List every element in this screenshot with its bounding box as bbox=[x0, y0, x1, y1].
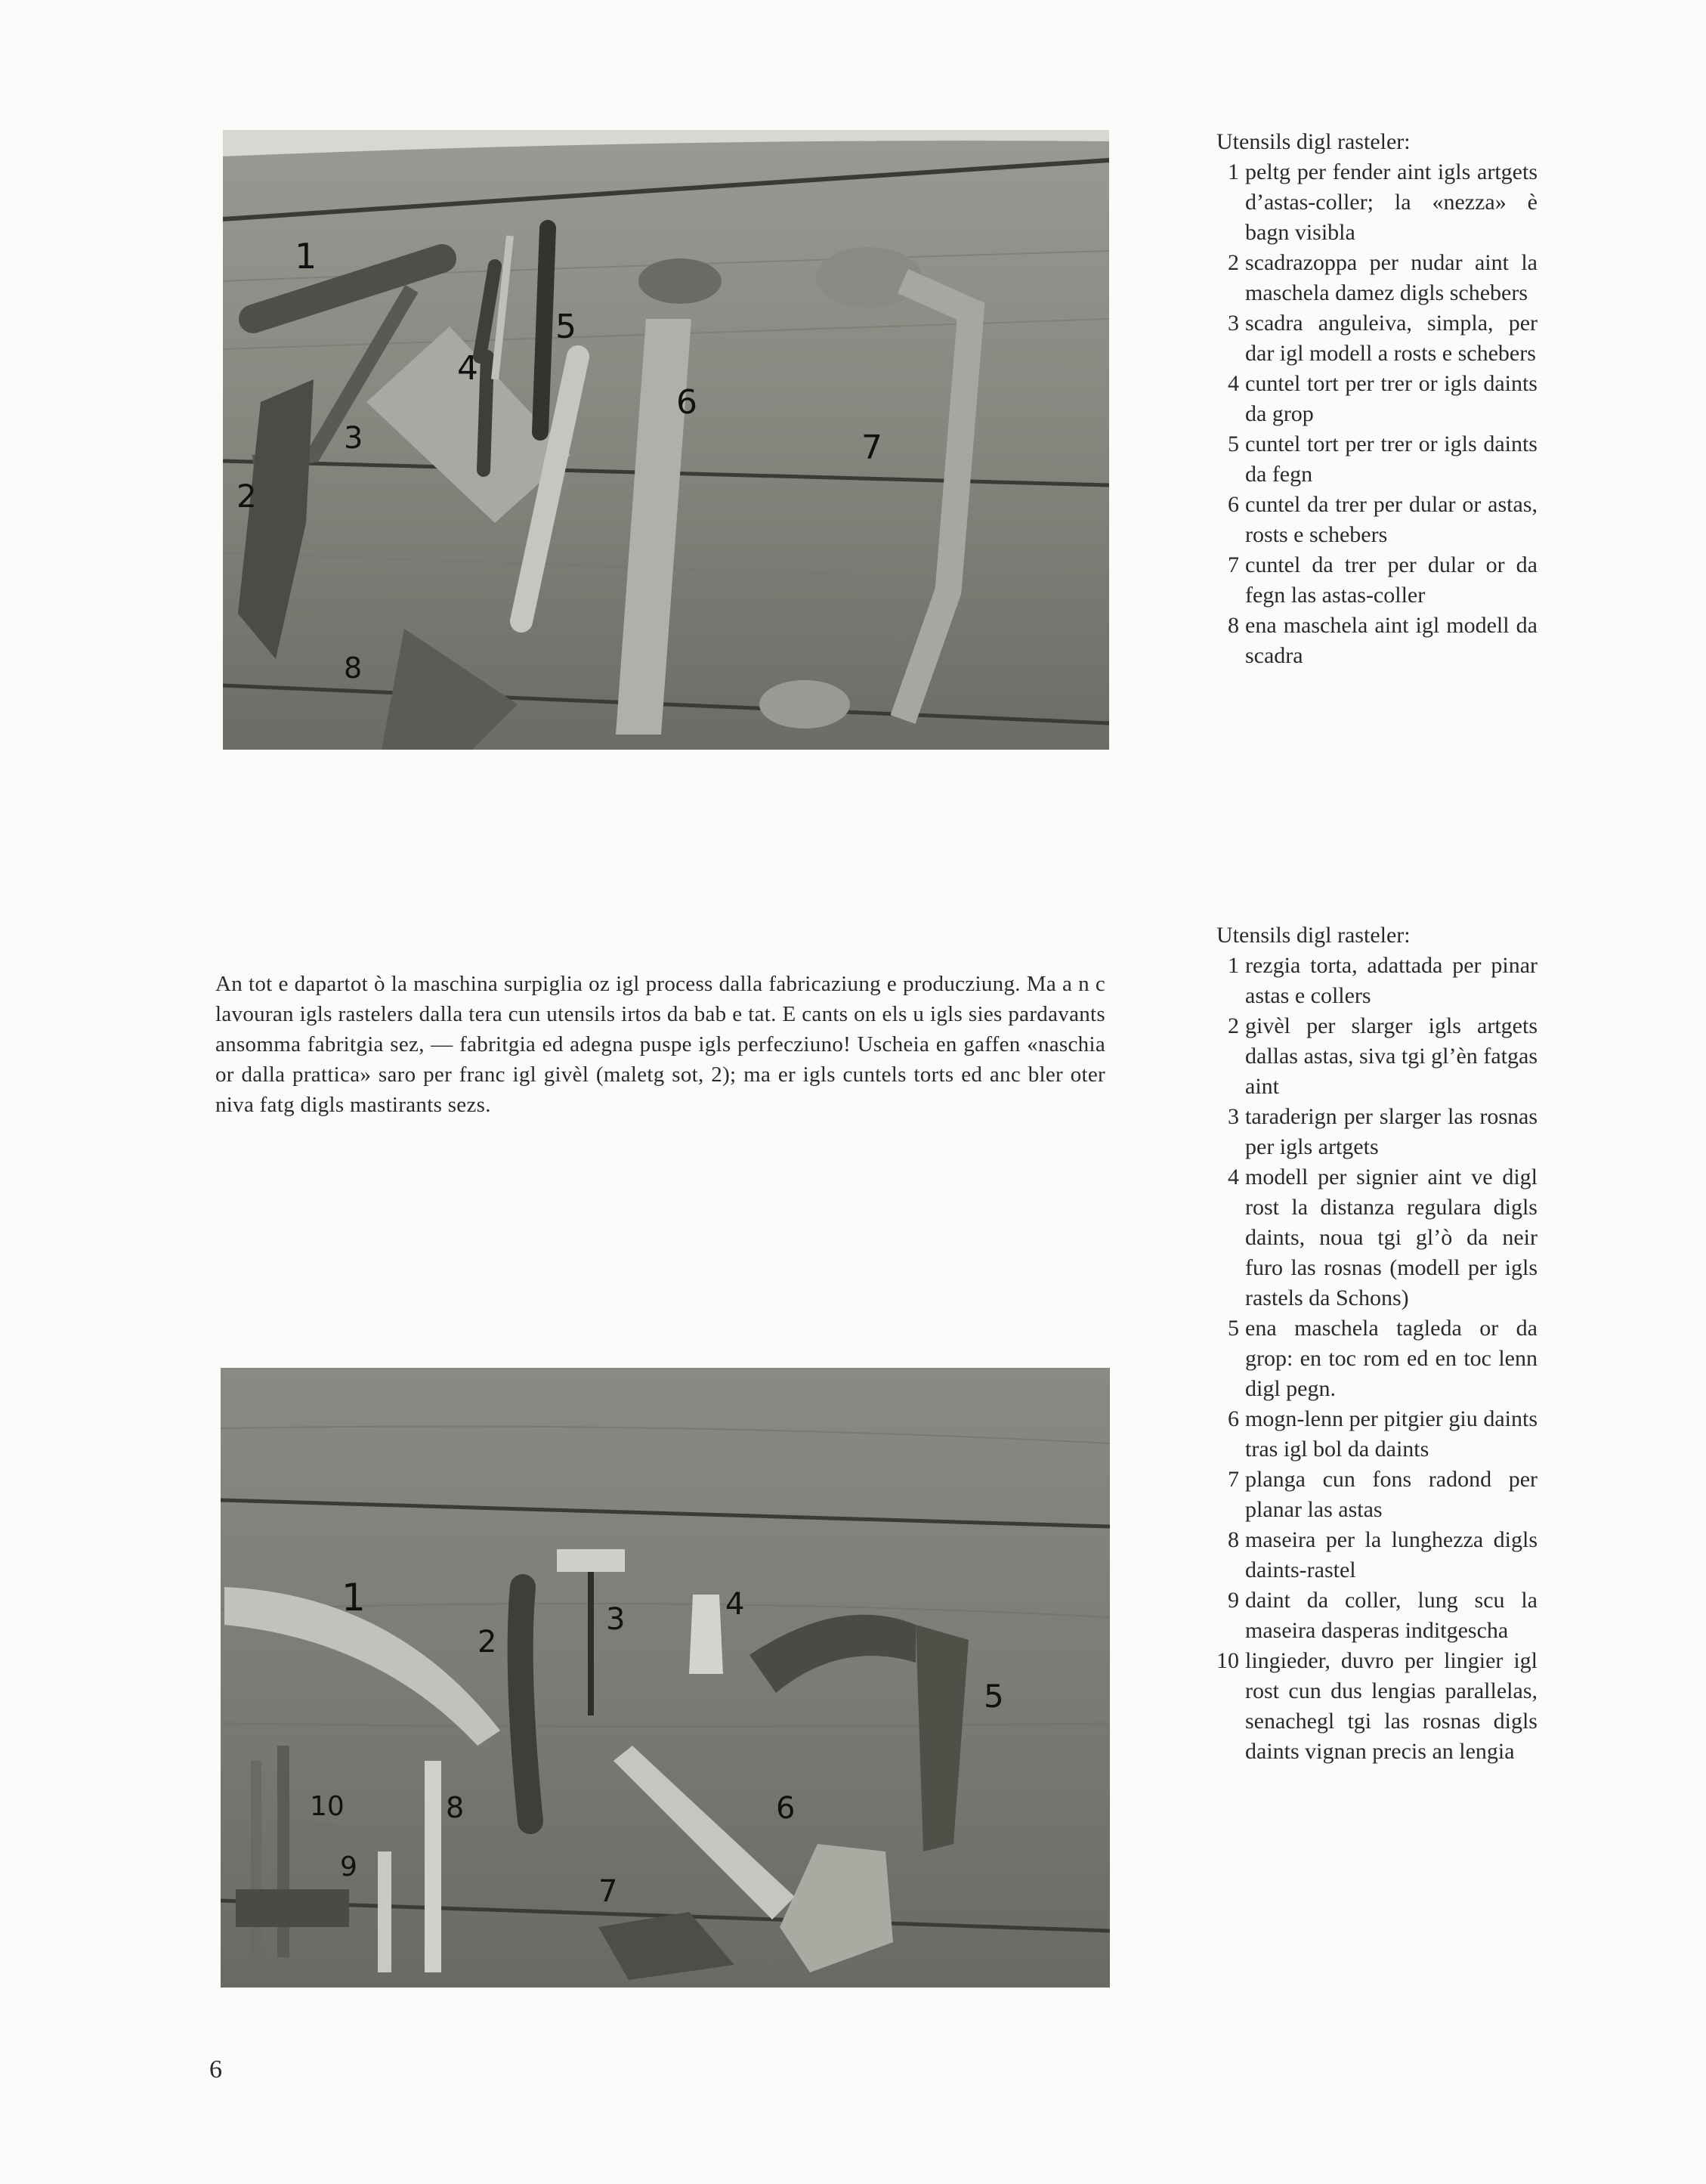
caption-item-text: cuntel da trer per dular or astas, rosts e schebers bbox=[1245, 492, 1538, 547]
caption-item-text: scadrazoppa per nudar aint la maschela damez digls schebers bbox=[1245, 250, 1538, 305]
caption-item bbox=[1216, 1313, 1538, 1404]
caption-item-text: cuntel tort per trer or igls daints da grop bbox=[1245, 371, 1538, 426]
caption-item-number: 5 bbox=[1228, 1316, 1239, 1341]
caption-item-text: daint da coller, lung scu la maseira dasperas inditgescha bbox=[1245, 1588, 1538, 1643]
photo-label-5: 5 bbox=[555, 308, 576, 346]
caption-item-number: 2 bbox=[1228, 1013, 1239, 1038]
caption-item bbox=[1216, 951, 1538, 1011]
photo-tools-bottom-drawing bbox=[221, 1368, 1110, 1988]
caption-item-number: 7 bbox=[1228, 552, 1239, 577]
photo-label-7: 7 bbox=[861, 428, 882, 467]
photo-label-2: 2 bbox=[236, 478, 257, 515]
body-paragraph: An tot e dapartot ò la maschina surpiglia oz igl process dalla fabricaziung e producziung. Ma a n c lavouran igls rastelers dalla tera cun utensils irtos da bab e tat. E cants on els u igls sies pardavants ansomma fabritgia sez, — fabritgia ed adegna puspe igls perfecziuno! Uscheia en gaffen «naschia or dalla prattica» saro per franc igl givèl (maletg sot, 2); ma er igls cuntels torts ed anc bler oter niva fatg digls mastirants sezs. bbox=[215, 972, 1105, 1117]
caption-item-number: 6 bbox=[1228, 492, 1239, 517]
caption-item-number: 4 bbox=[1228, 371, 1239, 396]
photo-label-3: 3 bbox=[344, 421, 363, 456]
caption-item-number: 8 bbox=[1228, 1527, 1239, 1552]
caption-item bbox=[1216, 1465, 1538, 1525]
photo-label-4: 4 bbox=[457, 349, 478, 388]
photo-label-1: 1 bbox=[295, 236, 317, 277]
caption-item-text: taraderign per slarger las rosnas per igls artgets bbox=[1245, 1104, 1538, 1159]
caption-item-text: planga cun fons radond per planar las astas bbox=[1245, 1467, 1538, 1522]
caption-list bbox=[1216, 951, 1538, 1767]
photo-label-2: 2 bbox=[477, 1625, 497, 1660]
caption-item-text: cuntel da trer per dular or da fegn las astas-coller bbox=[1245, 552, 1538, 608]
photo-label-8: 8 bbox=[344, 651, 363, 685]
caption-item bbox=[1216, 1102, 1538, 1162]
photo-label-10: 10 bbox=[310, 1791, 345, 1822]
caption-item-text: maseira per la lunghezza digls daints-rastel bbox=[1245, 1527, 1538, 1582]
caption-item-number: 8 bbox=[1228, 613, 1239, 638]
photo-label-6: 6 bbox=[676, 383, 697, 422]
photo-label-9: 9 bbox=[340, 1851, 357, 1882]
caption-item bbox=[1216, 1162, 1538, 1313]
page-number: 6 bbox=[209, 2056, 222, 2083]
caption-item-number: 2 bbox=[1228, 250, 1239, 275]
photo-tools-top bbox=[223, 130, 1109, 750]
caption-item-text: ena maschela aint igl modell da scadra bbox=[1245, 613, 1538, 668]
caption-item-number: 6 bbox=[1228, 1406, 1239, 1431]
caption-item bbox=[1216, 1646, 1538, 1767]
photo-label-5: 5 bbox=[984, 1678, 1004, 1715]
caption-item-number: 1 bbox=[1228, 953, 1239, 978]
caption-item-text: rezgia torta, adattada per pinar astas e collers bbox=[1245, 953, 1538, 1008]
caption-list bbox=[1216, 157, 1538, 671]
caption-item bbox=[1216, 369, 1538, 429]
caption-item bbox=[1216, 1585, 1538, 1646]
photo-label-7: 7 bbox=[598, 1874, 618, 1909]
caption-item-number: 10 bbox=[1216, 1648, 1239, 1673]
photo-label-1: 1 bbox=[342, 1576, 366, 1619]
caption-item bbox=[1216, 490, 1538, 550]
caption-item bbox=[1216, 308, 1538, 369]
caption-item bbox=[1216, 611, 1538, 671]
caption-item-text: scadra anguleiva, simpla, per dar igl modell a rosts e schebers bbox=[1245, 311, 1538, 366]
caption-item-text: cuntel tort per trer or igls daints da fegn bbox=[1245, 432, 1538, 487]
caption-heading: Utensils digl rasteler: bbox=[1216, 129, 1411, 154]
caption-item-number: 1 bbox=[1228, 159, 1239, 184]
caption-top bbox=[1216, 127, 1538, 671]
caption-item-text: modell per signier aint ve digl rost la distanza regulara digls daints, noua tgi gl’ò da neir furo las rosnas (modell per igls rastels da Schons) bbox=[1245, 1165, 1538, 1310]
caption-item-number: 9 bbox=[1228, 1588, 1239, 1613]
caption-item bbox=[1216, 157, 1538, 248]
caption-item-text: ena maschela tagleda or da grop: en toc rom ed en toc lenn digl pegn. bbox=[1245, 1316, 1538, 1401]
caption-item bbox=[1216, 248, 1538, 308]
caption-item-number: 3 bbox=[1228, 1104, 1239, 1129]
caption-item-text: peltg per fender aint igls artgets d’astas-coller; la «nezza» è bagn visibla bbox=[1245, 159, 1538, 245]
caption-item-number: 4 bbox=[1228, 1165, 1239, 1189]
caption-item-number: 3 bbox=[1228, 311, 1239, 336]
caption-item bbox=[1216, 1011, 1538, 1102]
photo-tools-bottom bbox=[221, 1368, 1110, 1988]
photo-label-3: 3 bbox=[606, 1602, 626, 1637]
caption-item-text: lingieder, duvro per lingier igl rost cun dus lengias parallelas, senachegl tgi las rosnas digls daints vignan precis an lengia bbox=[1245, 1648, 1538, 1764]
caption-item-text: mogn-lenn per pitgier giu daints tras igl bol da daints bbox=[1245, 1406, 1538, 1462]
caption-bottom bbox=[1216, 920, 1538, 1767]
caption-item bbox=[1216, 1525, 1538, 1585]
caption-heading: Utensils digl rasteler: bbox=[1216, 923, 1411, 948]
caption-item-number: 7 bbox=[1228, 1467, 1239, 1492]
caption-item bbox=[1216, 550, 1538, 611]
photo-label-4: 4 bbox=[725, 1587, 745, 1622]
caption-item bbox=[1216, 429, 1538, 490]
caption-item-number: 5 bbox=[1228, 432, 1239, 456]
photo-label-8: 8 bbox=[446, 1791, 465, 1824]
caption-item bbox=[1216, 1404, 1538, 1465]
photo-label-6: 6 bbox=[776, 1791, 796, 1826]
caption-item-text: givèl per slarger igls artgets dallas astas, siva tgi gl’èn fatgas aint bbox=[1245, 1013, 1538, 1099]
